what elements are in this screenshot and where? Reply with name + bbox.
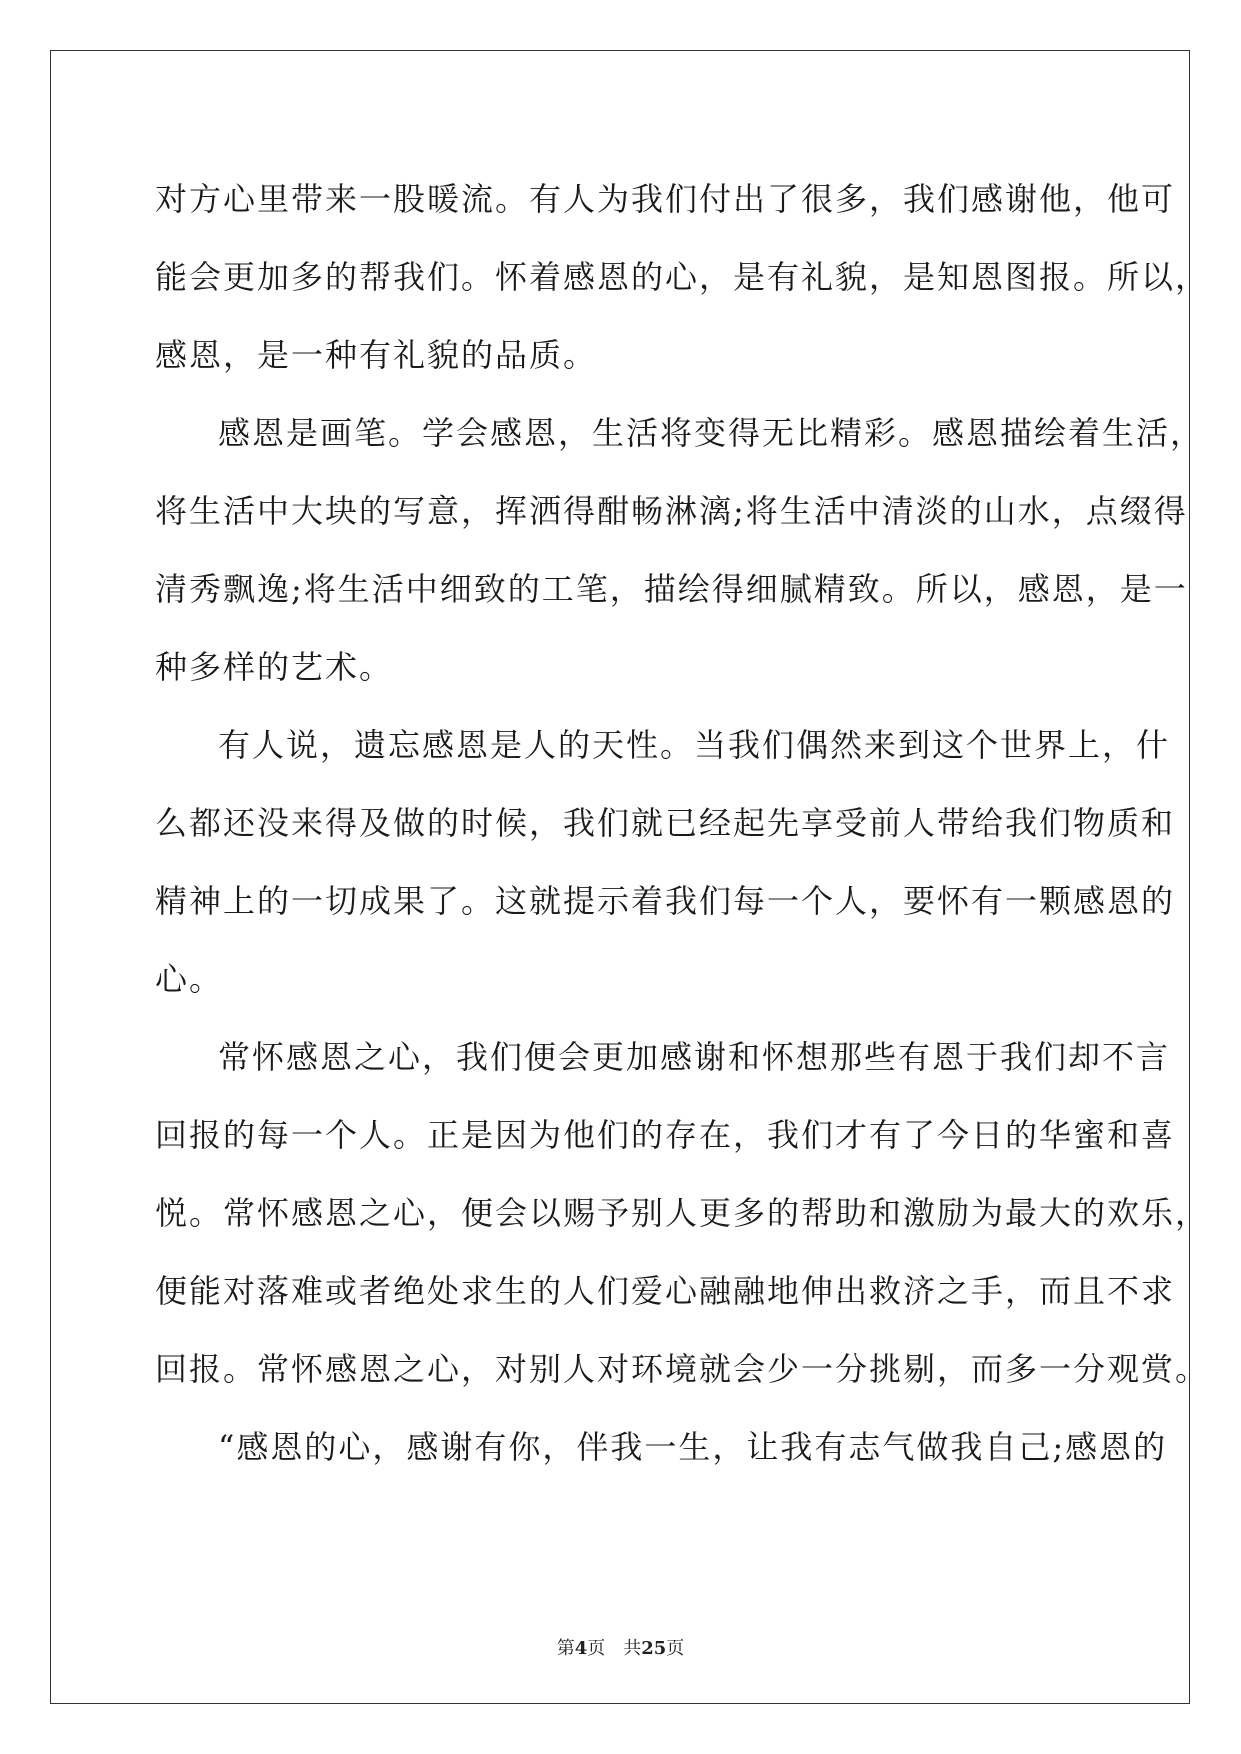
text-line: 感恩，是一种有礼貌的品质。 (155, 336, 598, 374)
text-line: 回报。常怀感恩之心，对别人对环境就会少一分挑剔，而多一分观赏。 (155, 1350, 1210, 1388)
text-line: 精神上的一切成果了。这就提示着我们每一个人，要怀有一颗感恩的 (155, 882, 1176, 920)
text-line: 能会更加多的帮我们。怀着感恩的心，是有礼貌，是知恩图报。所以， (155, 258, 1210, 296)
text-line: 心。 (155, 960, 224, 998)
text-line: 么都还没来得及做的时候，我们就已经起先享受前人带给我们物质和 (155, 804, 1176, 842)
text-line: 清秀飘逸;将生活中细致的工笔，描绘得细腻精致。所以，感恩，是一 (155, 570, 1188, 608)
footer-prefix: 第 (556, 1638, 575, 1659)
paragraph-first-line: 有人说，遗忘感恩是人的天性。当我们偶然来到这个世界上，什 (218, 726, 1171, 764)
text-line: 将生活中大块的写意，挥洒得酣畅淋漓;将生活中清淡的山水，点缀得 (155, 492, 1188, 530)
footer-total-unit: 页 (666, 1638, 685, 1659)
text-line: 种多样的艺术。 (155, 648, 394, 686)
text-line: 便能对落难或者绝处求生的人们爱心融融地伸出救济之手，而且不求 (155, 1272, 1176, 1310)
text-line: 回报的每一个人。正是因为他们的存在，我们才有了今日的华蜜和喜 (155, 1116, 1176, 1154)
text-line: 悦。常怀感恩之心，便会以赐予别人更多的帮助和激励为最大的欢乐， (155, 1194, 1210, 1232)
footer-page-number: 4 (574, 1638, 588, 1659)
paragraph-first-line: “感恩的心，感谢有你，伴我一生，让我有志气做我自己;感恩的 (218, 1428, 1168, 1466)
document-body (155, 160, 1210, 1486)
footer-total-pages: 25 (641, 1638, 667, 1659)
text-line: 对方心里带来一股暖流。有人为我们付出了很多，我们感谢他，他可 (155, 180, 1176, 218)
footer-total-prefix: 共 (623, 1638, 642, 1659)
footer-page-unit: 页 (587, 1638, 606, 1659)
paragraph-first-line: 感恩是画笔。学会感恩，生活将变得无比精彩。感恩描绘着生活， (218, 414, 1205, 452)
page-footer (0, 1634, 1241, 1660)
paragraph-first-line: 常怀感恩之心，我们便会更加感谢和怀想那些有恩于我们却不言 (218, 1038, 1171, 1076)
